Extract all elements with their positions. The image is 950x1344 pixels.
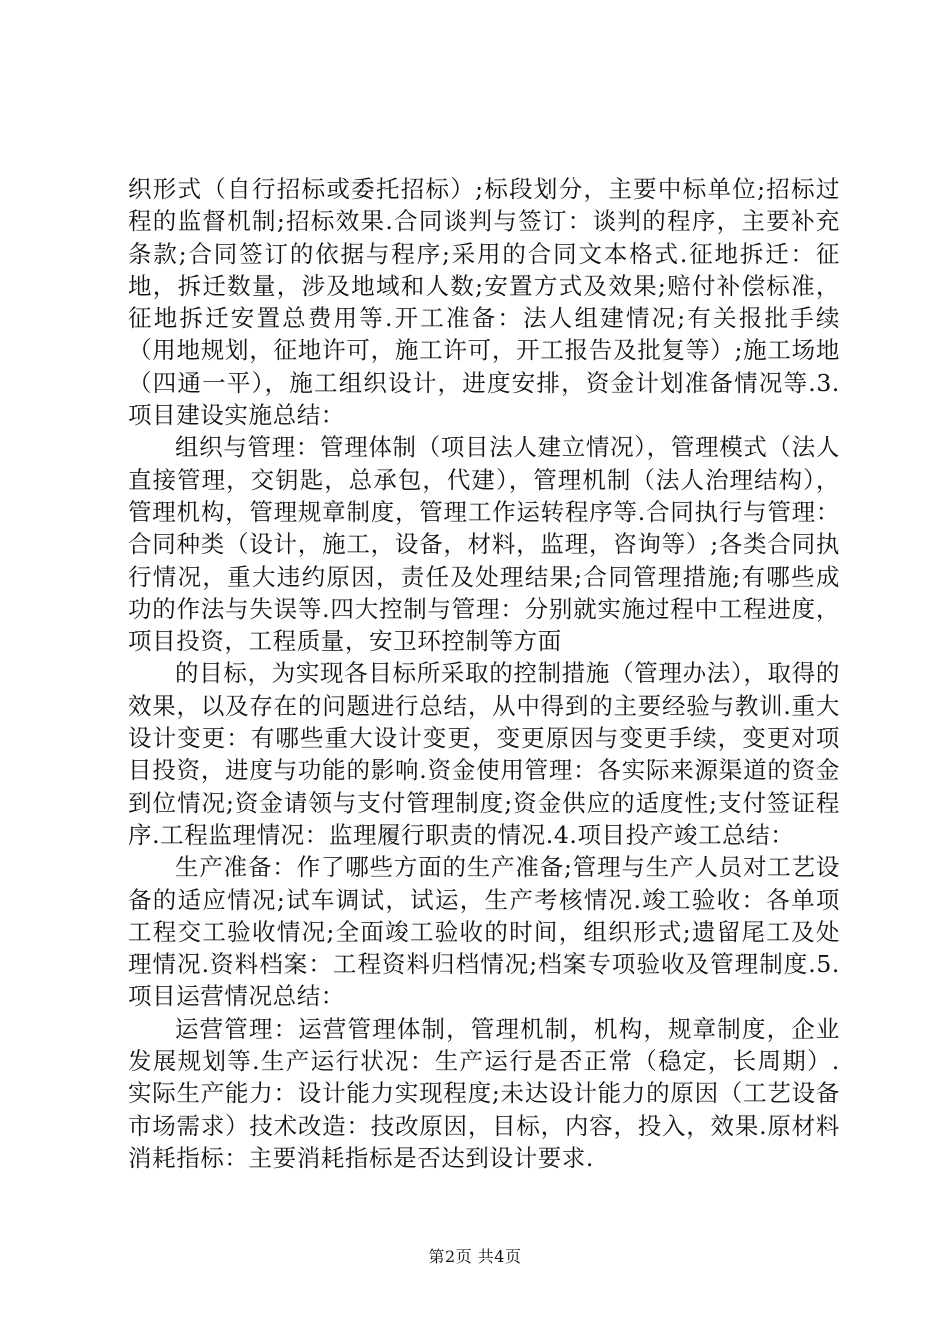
paragraph-production-preparation: 生产准备：作了哪些方面的生产准备;管理与生产人员对工艺设备的适应情况;试车调试，试运，生产考核情况.竣工验收：各单项工程交工验收情况;全面竣工验收的时间，组织形式;遗留尾工及处理情况.资料档案：工程资料归档情况;档案专项验收及管理制度.5.项目运营情况总结： xyxy=(128,853,840,1011)
document-body xyxy=(128,173,840,1174)
page-number-footer: 第2页 共4页 xyxy=(428,1247,522,1266)
paragraph-operation-management: 运营管理：运营管理体制，管理机制，机构，规章制度，企业发展规划等.生产运行状况：生产运行是否正常（稳定，长周期）.实际生产能力：设计能力实现程度;未达设计能力的原因（工艺设备市场需求）技术改造：技改原因，目标，内容，投入，效果.原材料消耗指标：主要消耗指标是否达到设计要求. xyxy=(128,1014,840,1172)
paragraph-organization-management: 组织与管理：管理体制（项目法人建立情况），管理模式（法人直接管理，交钥匙，总承包，代建），管理机制（法人治理结构），管理机构，管理规章制度，管理工作运转程序等.合同执行与管理：合同种类（设计，施工，设备，材料，监理，咨询等）;各类合同执行情况，重大违约原因，责任及处理结果;合同管理措施;有哪些成功的作法与失误等.四大控制与管理：分别就实施过程中工程进度，项目投资，工程质量，安卫环控制等方面 xyxy=(128,433,840,656)
paragraph-control-targets: 的目标，为实现各目标所采取的控制措施（管理办法），取得的效果，以及存在的问题进行总结，从中得到的主要经验与教训.重大设计变更：有哪些重大设计变更，变更原因与变更手续，变更对项目投资，进度与功能的影响.资金使用管理：各实际来源渠道的资金到位情况;资金请领与支付管理制度;资金供应的适度性;支付签证程序.工程监理情况：监理履行职责的情况.4.项目投产竣工总结： xyxy=(128,659,841,849)
paragraph-bidding-contract-land: 织形式（自行招标或委托招标）;标段划分，主要中标单位;招标过程的监督机制;招标效果.合同谈判与签订：谈判的程序，主要补充条款;合同签订的依据与程序;采用的合同文本格式.征地拆迁：征地，拆迁数量，涉及地域和人数;安置方式及效果;赔付补偿标准，征地拆迁安置总费用等.开工准备：法人组建情况;有关报批手续（用地规划，征地许可，施工许可，开工报告及批复等）;施工场地（四通一平），施工组织设计，进度安排，资金计划准备情况等.3.项目建设实施总结： xyxy=(128,175,840,430)
